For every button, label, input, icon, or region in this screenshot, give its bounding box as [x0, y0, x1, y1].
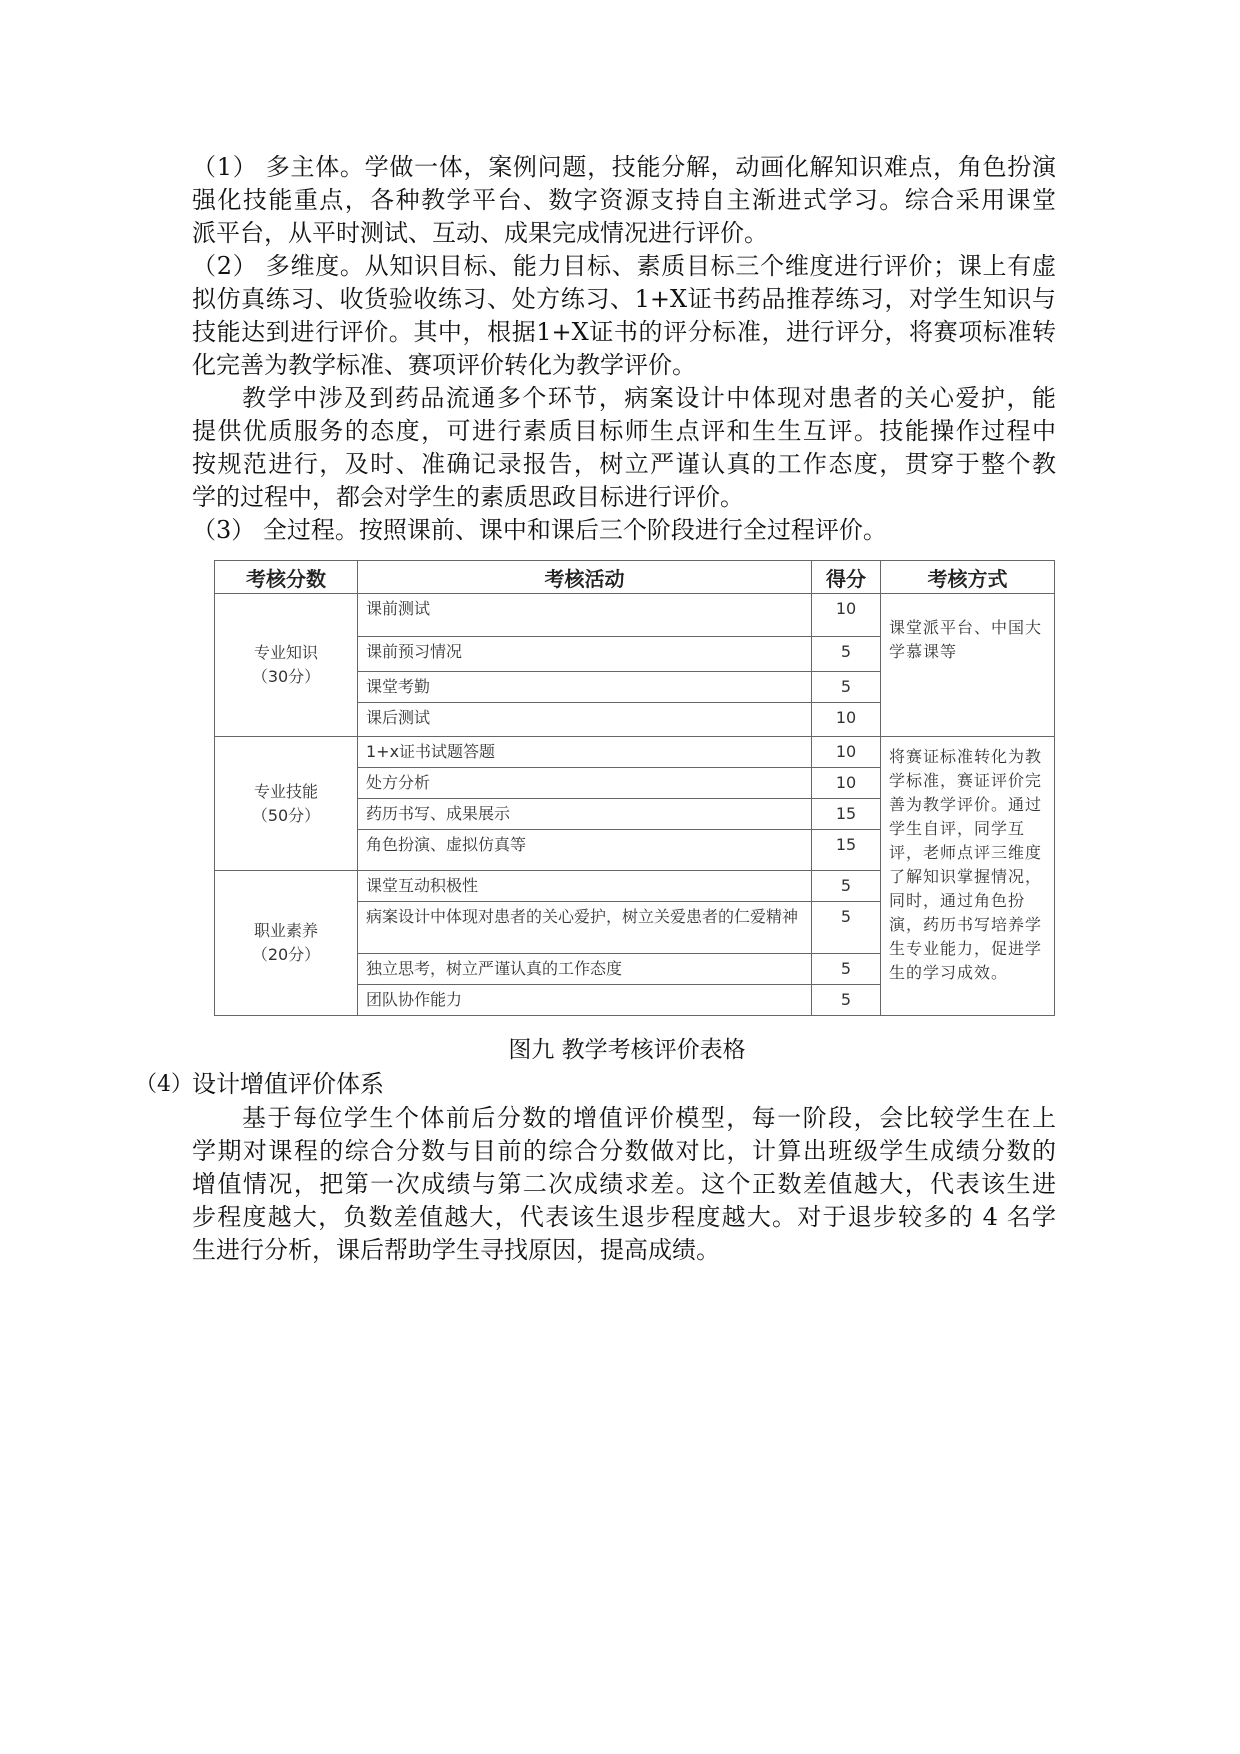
activity-cell: 课前预习情况 [358, 637, 812, 672]
category-name: 专业知识 [253, 643, 318, 662]
section1-line: （1） 多主体。学做一体，案例问题，技能分解，动画化解知识难点，角色扮演 [192, 153, 1056, 181]
activity-cell: 病案设计中体现对患者的关心爱护，树立关爱患者的仁爱精神 [358, 902, 812, 954]
paragraph-line: 提供优质服务的态度，可进行素质目标师生点评和生生互评。技能操作过程中 [192, 417, 1056, 445]
table-row [215, 737, 1055, 768]
activity-cell: 课前测试 [358, 594, 812, 637]
score-cell: 10 [812, 594, 881, 637]
activity-cell: 独立思考，树立严谨认真的工作态度 [358, 954, 812, 985]
score-cell: 5 [812, 637, 881, 672]
score-cell: 5 [812, 871, 881, 902]
score-cell: 5 [812, 954, 881, 985]
method-cell: 课堂派平台、中国大学慕课等 [881, 594, 1055, 737]
section4-line: 基于每位学生个体前后分数的增值评价模型，每一阶段，会比较学生在上 [242, 1104, 1056, 1132]
paragraph-line: 教学中涉及到药品流通多个环节，病案设计中体现对患者的关心爱护，能 [242, 384, 1056, 412]
category-name: 职业素养 [253, 921, 318, 940]
section2-line: （2） 多维度。从知识目标、能力目标、素质目标三个维度进行评价；课上有虚 [192, 252, 1056, 280]
score-cell: 5 [812, 902, 881, 954]
category-cell [215, 871, 358, 1016]
header-activity: 考核活动 [358, 561, 812, 594]
score-cell: 10 [812, 768, 881, 799]
score-cell: 10 [812, 703, 881, 737]
section2-line: 技能达到进行评价。其中，根据1+X证书的评分标准，进行评分，将赛项标准转 [192, 318, 1056, 346]
section4-title: 设计增值评价体系 [192, 1070, 384, 1098]
section4-number: （4） [135, 1072, 193, 1097]
category-cell [215, 594, 358, 737]
activity-cell: 课堂考勤 [358, 672, 812, 703]
paragraph-line: 学的过程中，都会对学生的素质思政目标进行评价。 [192, 483, 744, 511]
category-cell [215, 737, 358, 871]
table-header-row [215, 561, 1055, 594]
section4-line: 增值情况，把第一次成绩与第二次成绩求差。这个正数差值越大，代表该生进 [192, 1170, 1056, 1198]
category-points: （20分） [251, 945, 321, 964]
section1-line: 派平台，从平时测试、互动、成果完成情况进行评价。 [192, 219, 768, 247]
category-points: （50分） [251, 805, 321, 825]
score-cell: 5 [812, 672, 881, 703]
score-cell: 15 [812, 799, 881, 830]
header-score-category: 考核分数 [215, 561, 358, 594]
score-cell: 15 [812, 830, 881, 871]
category-name: 专业技能 [253, 781, 318, 801]
method-cell: 将赛证标准转化为教学标准，赛证评价完善为教学评价。通过学生自评，同学互评，老师点评三维度了解知识掌握情况，同时，通过角色扮演，药历书写培养学生专业能力，促进学生的学习成效。 [881, 737, 1055, 1016]
paragraph-line: 按规范进行，及时、准确记录报告，树立严谨认真的工作态度，贯穿于整个教 [192, 450, 1056, 478]
header-score: 得分 [812, 561, 881, 594]
category-points: （30分） [251, 667, 321, 686]
assessment-table [214, 560, 1055, 1016]
section4-line: 步程度越大，负数差值越大，代表该生退步程度越大。对于退步较多的 4 名学 [192, 1203, 1056, 1231]
section2-line: 拟仿真练习、收货验收练习、处方练习、1+X证书药品推荐练习，对学生知识与 [192, 285, 1056, 313]
section2-line: 化完善为教学标准、赛项评价转化为教学评价。 [192, 351, 696, 379]
section4-line: 学期对课程的综合分数与目前的综合分数做对比，计算出班级学生成绩分数的 [192, 1137, 1056, 1165]
figure-caption: 图九 教学考核评价表格 [508, 1037, 746, 1063]
activity-cell: 课后测试 [358, 703, 812, 737]
section1-line: 强化技能重点，各种教学平台、数字资源支持自主渐进式学习。综合采用课堂 [192, 186, 1056, 214]
activity-cell: 1+x证书试题答题 [358, 737, 812, 768]
section4-line: 生进行分析，课后帮助学生寻找原因，提高成绩。 [192, 1236, 720, 1264]
table-row [215, 594, 1055, 637]
activity-cell: 团队协作能力 [358, 985, 812, 1016]
activity-cell: 角色扮演、虚拟仿真等 [358, 830, 812, 871]
activity-cell: 课堂互动积极性 [358, 871, 812, 902]
activity-cell: 处方分析 [358, 768, 812, 799]
score-cell: 10 [812, 737, 881, 768]
activity-cell: 药历书写、成果展示 [358, 799, 812, 830]
score-cell: 5 [812, 985, 881, 1016]
header-method: 考核方式 [881, 561, 1055, 594]
section3-line: （3） 全过程。按照课前、课中和课后三个阶段进行全过程评价。 [192, 516, 887, 544]
